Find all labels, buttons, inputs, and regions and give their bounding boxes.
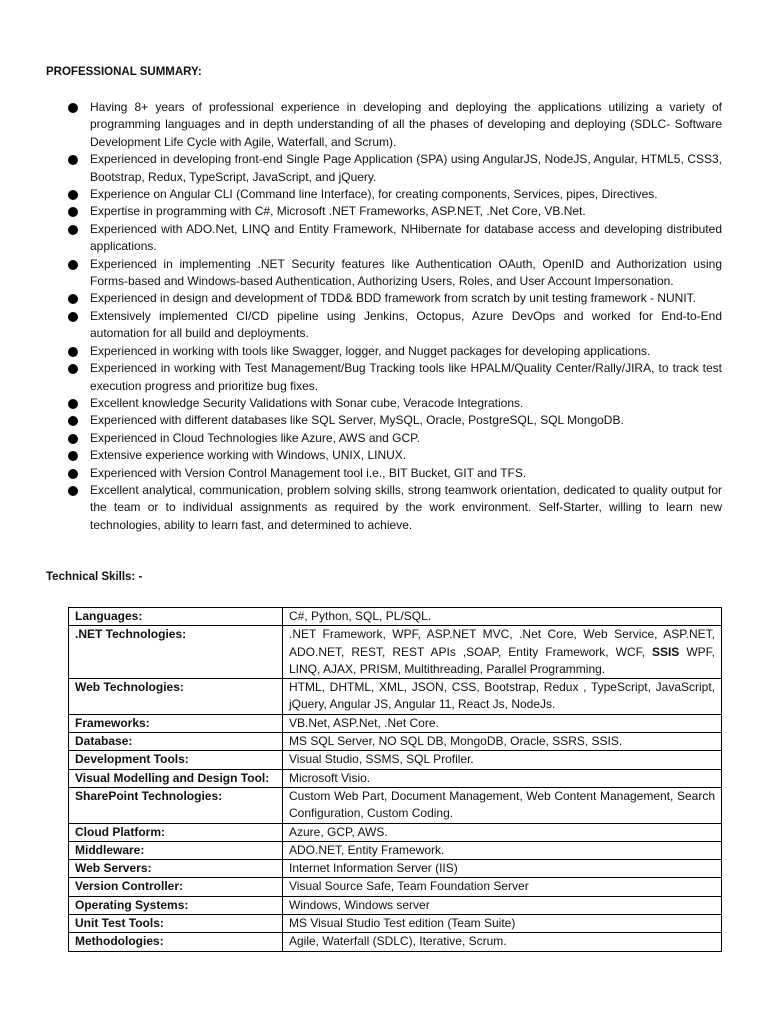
skill-value: MS SQL Server, NO SQL DB, MongoDB, Oracle, SSRS, SSIS. — [283, 733, 722, 751]
skill-label: .NET Technologies: — [69, 626, 283, 679]
skill-label: Frameworks: — [69, 714, 283, 732]
summary-item: Experienced in implementing .NET Security features like Authentication OAuth, OpenID and Authorization using Forms-based and Windows-based Authentication, Authorizing Users, Roles, and User Account Impersonation. — [68, 256, 722, 291]
summary-item: Excellent knowledge Security Validations with Sonar cube, Veracode Integrations. — [68, 395, 722, 412]
bullet-icon — [68, 364, 78, 374]
summary-item: Experienced in working with tools like Swagger, logger, and Nugget packages for developing applications. — [68, 343, 722, 360]
table-row — [69, 878, 722, 896]
bullet-icon — [68, 347, 78, 357]
bullet-icon — [68, 207, 78, 217]
summary-item: Having 8+ years of professional experience in developing and deploying the applications utilizing a variety of programming languages and in depth understanding of all the phases of developing and deploying (SDLC- Software Development Life Cycle with Agile, Waterfall, and Scrum). — [68, 99, 722, 151]
skill-value: ADO.NET, Entity Framework. — [283, 841, 722, 859]
skill-value: Agile, Waterfall (SDLC), Iterative, Scrum. — [283, 933, 722, 951]
table-row — [69, 626, 722, 679]
skill-value: Custom Web Part, Document Management, Web Content Management, Search Configuration, Custom Coding. — [283, 787, 722, 823]
summary-item: Experienced in Cloud Technologies like Azure, AWS and GCP. — [68, 430, 722, 447]
bullet-icon — [68, 155, 78, 165]
skill-value: Windows, Windows server — [283, 896, 722, 914]
skill-value: Visual Source Safe, Team Foundation Server — [283, 878, 722, 896]
skill-value: Visual Studio, SSMS, SQL Profiler. — [283, 751, 722, 769]
skill-label: Middleware: — [69, 841, 283, 859]
summary-item: Experienced in working with Test Management/Bug Tracking tools like HPALM/Quality Center/Rally/JIRA, to track test execution progress and prioritize bug fixes. — [68, 360, 722, 395]
professional-summary-list — [68, 99, 722, 534]
skill-label: SharePoint Technologies: — [69, 787, 283, 823]
table-row — [69, 787, 722, 823]
summary-item: Experienced in design and development of TDD& BDD framework from scratch by unit testing framework - NUNIT. — [68, 290, 722, 307]
table-row — [69, 823, 722, 841]
table-row — [69, 769, 722, 787]
skill-label: Unit Test Tools: — [69, 915, 283, 933]
summary-item: Experienced in developing front-end Single Page Application (SPA) using AngularJS, NodeJS, Angular, HTML5, CSS3, Bootstrap, Redux, TypeScript, JavaScript, and jQuery. — [68, 151, 722, 186]
bullet-icon — [68, 434, 78, 444]
skill-value: VB.Net, ASP.Net, .Net Core. — [283, 714, 722, 732]
summary-item: Extensively implemented CI/CD pipeline using Jenkins, Octopus, Azure DevOps and worked for End-to-End automation for all build and deployments. — [68, 308, 722, 343]
table-row — [69, 751, 722, 769]
skill-label: Version Controller: — [69, 878, 283, 896]
table-row — [69, 841, 722, 859]
table-row — [69, 714, 722, 732]
table-row — [69, 915, 722, 933]
summary-item: Experienced with Version Control Management tool i.e., BIT Bucket, GIT and TFS. — [68, 465, 722, 482]
skill-label: Operating Systems: — [69, 896, 283, 914]
table-row — [69, 896, 722, 914]
bullet-icon — [68, 225, 78, 235]
skill-label: Database: — [69, 733, 283, 751]
bullet-icon — [68, 190, 78, 200]
skill-label: Methodologies: — [69, 933, 283, 951]
bullet-icon — [68, 312, 78, 322]
summary-item: Expertise in programming with C#, Microsoft .NET Frameworks, ASP.NET, .Net Core, VB.Net. — [68, 203, 722, 220]
summary-item: Extensive experience working with Windows, UNIX, LINUX. — [68, 447, 722, 464]
bullet-icon — [68, 416, 78, 426]
skill-label: Development Tools: — [69, 751, 283, 769]
skill-label: Web Technologies: — [69, 679, 283, 715]
skill-value: C#, Python, SQL, PL/SQL. — [283, 608, 722, 626]
summary-item: Experience on Angular CLI (Command line Interface), for creating components, Services, pipes, Directives. — [68, 186, 722, 203]
bullet-icon — [68, 294, 78, 304]
bullet-icon — [68, 103, 78, 113]
bullet-icon — [68, 486, 78, 496]
technical-skills-heading: Technical Skills: - — [46, 571, 143, 583]
bullet-icon — [68, 399, 78, 409]
bullet-icon — [68, 469, 78, 479]
table-row — [69, 679, 722, 715]
technical-skills-table — [68, 607, 722, 952]
summary-item: Experienced with different databases like SQL Server, MySQL, Oracle, PostgreSQL, SQL MongoDB. — [68, 412, 722, 429]
skill-label: Languages: — [69, 608, 283, 626]
skill-value: Internet Information Server (IIS) — [283, 860, 722, 878]
skill-value: MS Visual Studio Test edition (Team Suite) — [283, 915, 722, 933]
skill-label: Web Servers: — [69, 860, 283, 878]
table-row — [69, 733, 722, 751]
bullet-icon — [68, 451, 78, 461]
table-row — [69, 608, 722, 626]
skill-label: Visual Modelling and Design Tool: — [69, 769, 283, 787]
bullet-icon — [68, 260, 78, 270]
professional-summary-heading: PROFESSIONAL SUMMARY: — [46, 66, 202, 78]
summary-item: Excellent analytical, communication, problem solving skills, strong teamwork orientation, dedicated to quality output for the team or to individual assignments as required by the work environment. Self-Starter, willing to learn new technologies, ability to learn fast, and determined to achieve. — [68, 482, 722, 534]
table-row — [69, 933, 722, 951]
skill-value: Microsoft Visio. — [283, 769, 722, 787]
skill-label: Cloud Platform: — [69, 823, 283, 841]
skill-value: .NET Framework, WPF, ASP.NET MVC, .Net Core, Web Service, ASP.NET, ADO.NET, REST, REST APIs ,SOAP, Entity Framework, WCF, SSIS WPF, LINQ, AJAX, PRISM, Multithreading, Parallel Programming. — [283, 626, 722, 679]
skill-value: Azure, GCP, AWS. — [283, 823, 722, 841]
table-row — [69, 860, 722, 878]
summary-item: Experienced with ADO.Net, LINQ and Entity Framework, NHibernate for database access and developing distributed applications. — [68, 221, 722, 256]
skill-value: HTML, DHTML, XML, JSON, CSS, Bootstrap, Redux , TypeScript, JavaScript, jQuery, Angular JS, Angular 11, React Js, NodeJs. — [283, 679, 722, 715]
